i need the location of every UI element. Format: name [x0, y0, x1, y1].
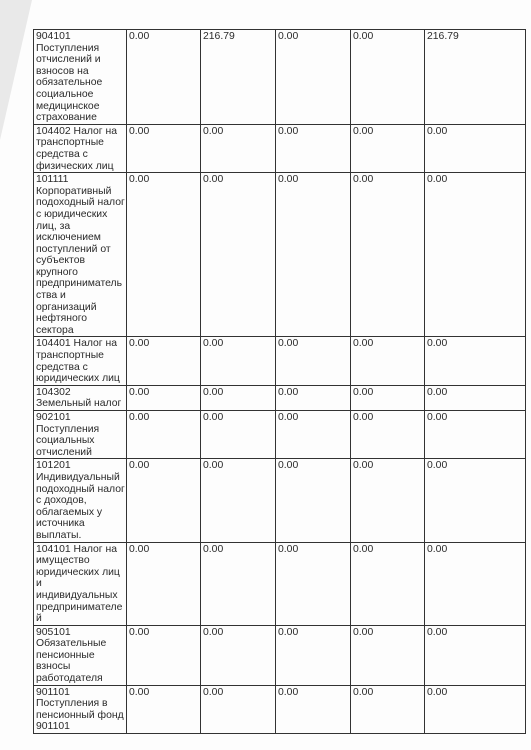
value-cell: 0.00	[276, 625, 351, 685]
value-cell: 0.00	[425, 625, 526, 685]
table-row	[34, 385, 526, 410]
value-cell: 0.00	[127, 124, 201, 172]
value-cell: 0.00	[127, 625, 201, 685]
table-row	[34, 124, 526, 172]
table-row	[34, 411, 526, 459]
value-cell: 0.00	[276, 411, 351, 459]
table-row	[34, 685, 526, 733]
value-cell: 0.00	[127, 685, 201, 733]
value-cell: 0.00	[201, 337, 276, 385]
row-label: 104101 Налог на имущество юридических лиц и индивидуальных предпринимателей	[34, 542, 127, 625]
value-cell: 0.00	[351, 625, 425, 685]
value-cell: 0.00	[276, 385, 351, 410]
table-row	[34, 337, 526, 385]
value-cell: 0.00	[201, 685, 276, 733]
row-label: 901101 Поступления в пенсионный фонд 901101	[34, 685, 127, 733]
value-cell: 0.00	[201, 542, 276, 625]
value-cell: 0.00	[425, 124, 526, 172]
value-cell: 0.00	[201, 411, 276, 459]
row-label: 904101 Поступления отчислений и взносов на обязательное социальное медицинское страхование	[34, 30, 127, 125]
row-label: 104302 Земельный налог	[34, 385, 127, 410]
value-cell: 0.00	[201, 459, 276, 542]
value-cell: 216.79	[425, 30, 526, 125]
value-cell: 0.00	[201, 173, 276, 337]
value-cell: 0.00	[127, 542, 201, 625]
value-cell: 0.00	[276, 459, 351, 542]
value-cell: 0.00	[425, 411, 526, 459]
value-cell: 0.00	[276, 173, 351, 337]
value-cell: 0.00	[425, 459, 526, 542]
tax-receipts-table	[33, 29, 526, 734]
row-label: 101201 Индивидуальный подоходный налог с доходов, облагаемых у источника выплаты.	[34, 459, 127, 542]
value-cell: 0.00	[276, 30, 351, 125]
table-row	[34, 625, 526, 685]
value-cell: 0.00	[276, 124, 351, 172]
value-cell: 0.00	[351, 385, 425, 410]
value-cell: 0.00	[351, 411, 425, 459]
value-cell: 0.00	[425, 385, 526, 410]
row-label: 101111 Корпоративный подоходный налог с юридических лиц, за исключением поступлений от субъектов крупного предпринимательства и организаций нефтяного сектора	[34, 173, 127, 337]
value-cell: 0.00	[127, 385, 201, 410]
row-label: 104402 Налог на транспортные средства с физических лиц	[34, 124, 127, 172]
value-cell: 0.00	[201, 385, 276, 410]
value-cell: 0.00	[127, 30, 201, 125]
value-cell: 0.00	[201, 625, 276, 685]
table-row	[34, 542, 526, 625]
value-cell: 0.00	[351, 173, 425, 337]
value-cell: 0.00	[351, 685, 425, 733]
value-cell: 0.00	[127, 459, 201, 542]
value-cell: 0.00	[127, 411, 201, 459]
value-cell: 0.00	[351, 459, 425, 542]
value-cell: 216.79	[201, 30, 276, 125]
row-label: 104401 Налог на транспортные средства с юридических лиц	[34, 337, 127, 385]
value-cell: 0.00	[276, 685, 351, 733]
value-cell: 0.00	[276, 542, 351, 625]
value-cell: 0.00	[425, 542, 526, 625]
row-label: 902101 Поступления социальных отчислений	[34, 411, 127, 459]
value-cell: 0.00	[351, 337, 425, 385]
value-cell: 0.00	[351, 542, 425, 625]
value-cell: 0.00	[127, 337, 201, 385]
value-cell: 0.00	[351, 30, 425, 125]
table-row	[34, 459, 526, 542]
value-cell: 0.00	[276, 337, 351, 385]
value-cell: 0.00	[127, 173, 201, 337]
value-cell: 0.00	[425, 173, 526, 337]
table-row	[34, 30, 526, 125]
value-cell: 0.00	[425, 685, 526, 733]
folded-corner-shadow	[0, 0, 32, 140]
value-cell: 0.00	[425, 337, 526, 385]
table-row	[34, 173, 526, 337]
value-cell: 0.00	[201, 124, 276, 172]
value-cell: 0.00	[351, 124, 425, 172]
row-label: 905101 Обязательные пенсионные взносы работодателя	[34, 625, 127, 685]
